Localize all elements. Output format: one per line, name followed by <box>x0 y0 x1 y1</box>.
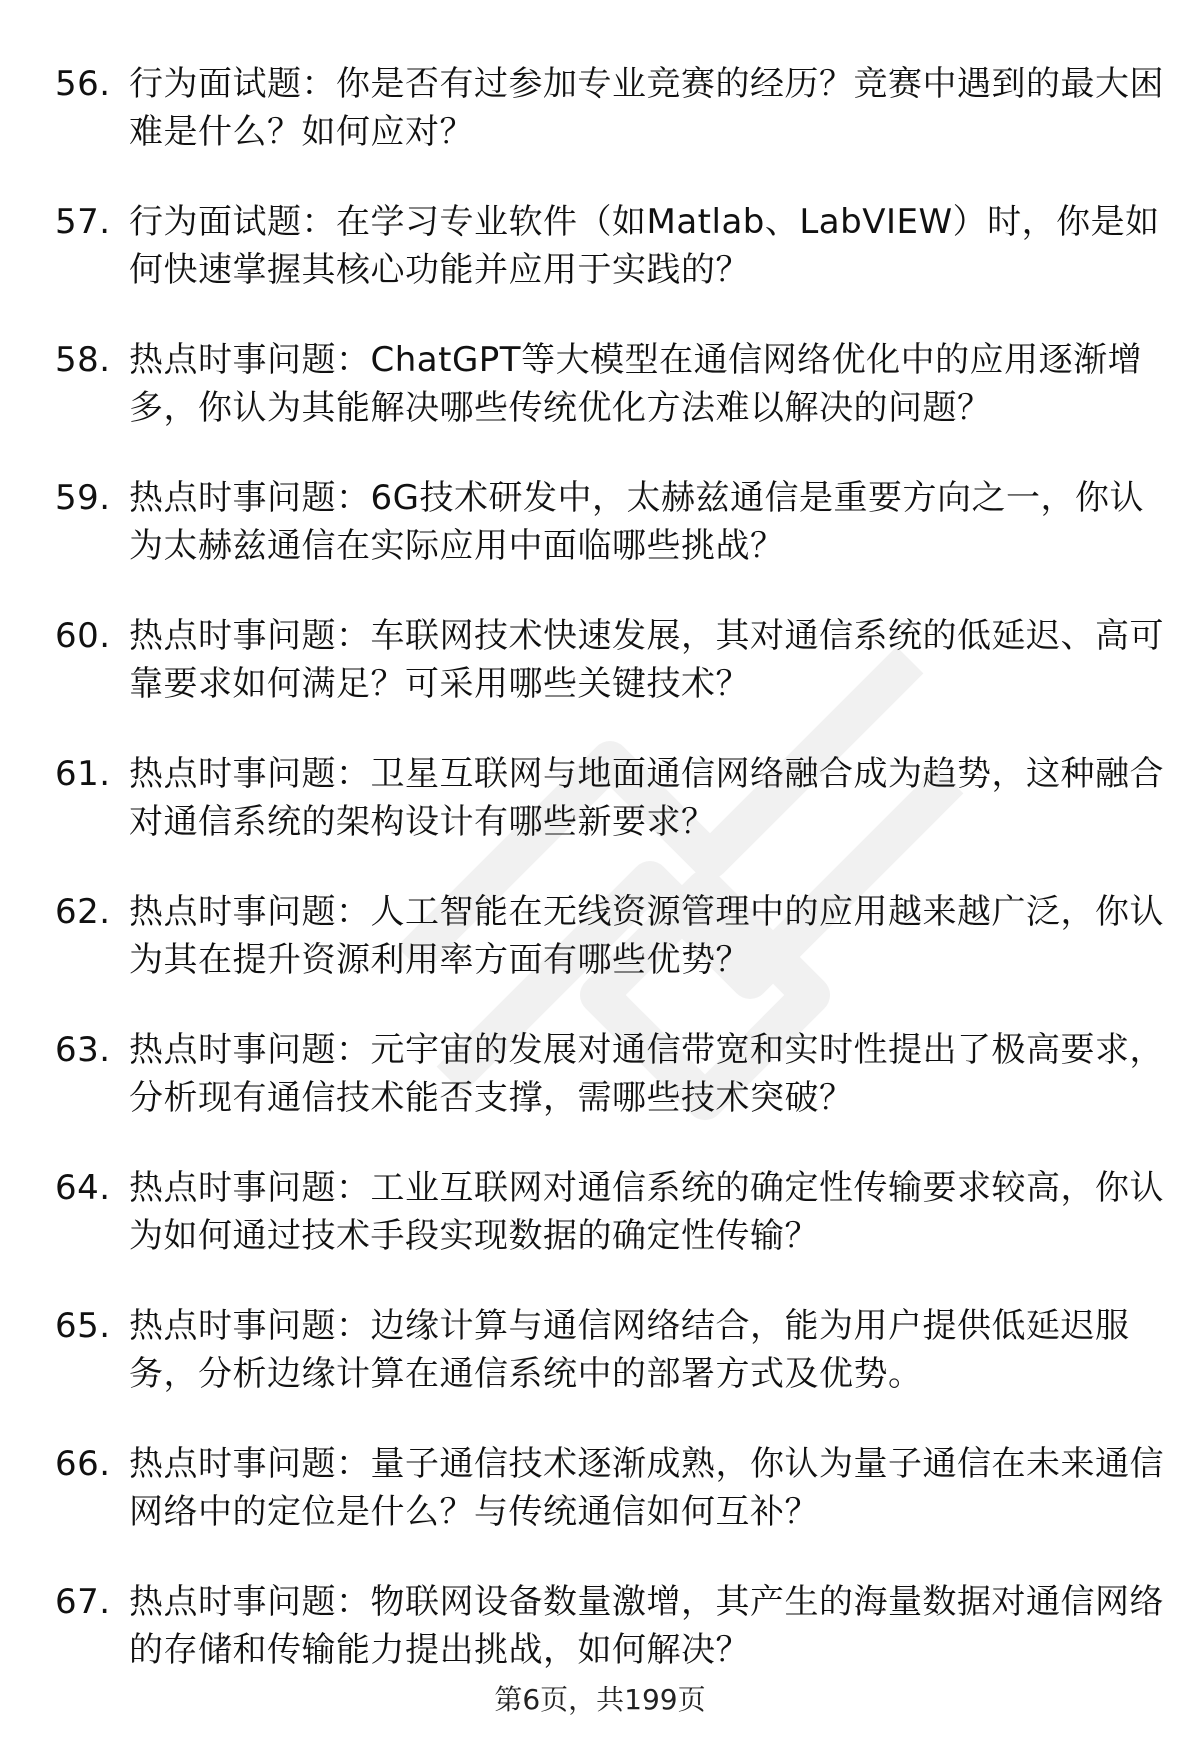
page-footer <box>0 1680 1200 1720</box>
question-text: 热点时事问题：卫星互联网与地面通信网络融合成为趋势，这种融合对通信系统的架构设计有哪些新要求？ <box>129 754 1164 842</box>
question-item <box>55 474 1165 570</box>
question-item <box>55 750 1165 846</box>
question-number: 59. <box>55 478 111 518</box>
page-indicator: 第6页，共199页 <box>494 1683 706 1716</box>
question-item <box>55 198 1165 294</box>
question-text: 行为面试题：你是否有过参加专业竞赛的经历？竞赛中遇到的最大困难是什么？如何应对？ <box>129 64 1164 152</box>
question-item <box>55 60 1165 156</box>
question-number: 62. <box>55 892 111 932</box>
question-text: 热点时事问题：元宇宙的发展对通信带宽和实时性提出了极高要求，分析现有通信技术能否支撑，需哪些技术突破？ <box>129 1030 1164 1118</box>
question-text: 热点时事问题：车联网技术快速发展，其对通信系统的低延迟、高可靠要求如何满足？可采用哪些关键技术？ <box>129 616 1164 704</box>
question-text: 热点时事问题：人工智能在无线资源管理中的应用越来越广泛，你认为其在提升资源利用率方面有哪些优势？ <box>129 892 1164 980</box>
question-item <box>55 336 1165 432</box>
question-item <box>55 1440 1165 1536</box>
question-text: 热点时事问题：工业互联网对通信系统的确定性传输要求较高，你认为如何通过技术手段实现数据的确定性传输？ <box>129 1168 1164 1256</box>
question-number: 58. <box>55 340 111 380</box>
question-item <box>55 1164 1165 1260</box>
question-text: 热点时事问题：物联网设备数量激增，其产生的海量数据对通信网络的存储和传输能力提出挑战，如何解决？ <box>129 1582 1164 1670</box>
question-number: 60. <box>55 616 111 656</box>
question-item <box>55 888 1165 984</box>
question-number: 64. <box>55 1168 111 1208</box>
question-item <box>55 612 1165 708</box>
question-text: 行为面试题：在学习专业软件（如Matlab、LabVIEW）时，你是如何快速掌握其核心功能并应用于实践的？ <box>129 202 1160 290</box>
question-number: 67. <box>55 1582 111 1622</box>
question-text: 热点时事问题：边缘计算与通信网络结合，能为用户提供低延迟服务，分析边缘计算在通信系统中的部署方式及优势。 <box>129 1306 1130 1394</box>
question-number: 63. <box>55 1030 111 1070</box>
question-number: 65. <box>55 1306 111 1346</box>
question-list <box>55 60 1165 1716</box>
question-number: 66. <box>55 1444 111 1484</box>
question-number: 57. <box>55 202 111 242</box>
question-text: 热点时事问题：6G技术研发中，太赫兹通信是重要方向之一，你认为太赫兹通信在实际应用中面临哪些挑战？ <box>129 478 1144 566</box>
question-item <box>55 1302 1165 1398</box>
question-number: 61. <box>55 754 111 794</box>
question-text: 热点时事问题：ChatGPT等大模型在通信网络优化中的应用逐渐增多，你认为其能解决哪些传统优化方法难以解决的问题？ <box>129 340 1143 428</box>
question-item <box>55 1026 1165 1122</box>
question-text: 热点时事问题：量子通信技术逐渐成熟，你认为量子通信在未来通信网络中的定位是什么？与传统通信如何互补？ <box>129 1444 1164 1532</box>
question-number: 56. <box>55 64 111 104</box>
question-item <box>55 1578 1165 1674</box>
